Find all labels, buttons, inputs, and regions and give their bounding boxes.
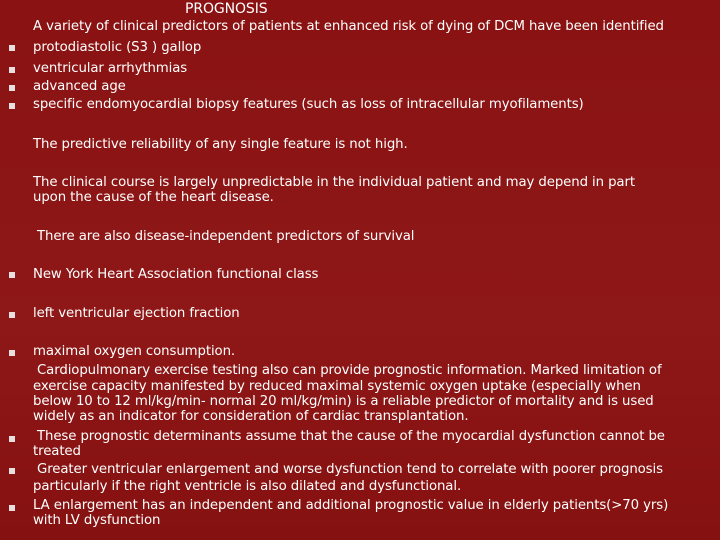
cpet-text-line: exercise capacity manifested by reduced maximal systemic oxygen uptake (especially when (33, 379, 641, 394)
bullet-icon (9, 85, 15, 91)
list-item-continuation: particularly if the right ventricle is also dilated and dysfunctional. (33, 479, 462, 494)
list-item-continuation: treated (33, 444, 81, 459)
independent-heading: There are also disease-independent predictors of survival (37, 229, 415, 244)
cpet-text-line: Cardiopulmonary exercise testing also can provide prognostic information. Marked limitation of (37, 363, 662, 378)
bullet-icon (9, 272, 15, 278)
bullet-icon (9, 67, 15, 73)
bullet-icon (9, 45, 15, 51)
list-item: advanced age (33, 79, 126, 94)
bullet-icon (9, 103, 15, 109)
cpet-text-line: below 10 to 12 ml/kg/min- normal 20 ml/kg/min) is a reliable predictor of mortality and is used (33, 394, 654, 409)
course-text-line: The clinical course is largely unpredictable in the individual patient and may depend in part (33, 175, 635, 190)
list-item: protodiastolic (S3 ) gallop (33, 40, 202, 55)
cpet-text-line: widely as an indicator for consideration of cardiac transplantation. (33, 409, 469, 424)
list-item: left ventricular ejection fraction (33, 306, 240, 321)
bullet-icon (9, 350, 15, 356)
list-item: These prognostic determinants assume that the cause of the myocardial dysfunction cannot be (37, 429, 665, 444)
list-item: ventricular arrhythmias (33, 61, 188, 76)
bullet-icon (9, 505, 15, 511)
list-item: specific endomyocardial biopsy features (such as loss of intracellular myofilaments) (33, 97, 584, 112)
page-title: PROGNOSIS (185, 1, 268, 17)
intro-text: A variety of clinical predictors of patients at enhanced risk of dying of DCM have been identified (33, 19, 664, 34)
list-item-continuation: with LV dysfunction (33, 513, 161, 528)
list-item: New York Heart Association functional class (33, 267, 319, 282)
list-item: Greater ventricular enlargement and worse dysfunction tend to correlate with poorer prognosis (37, 462, 663, 477)
course-text-line: upon the cause of the heart disease. (33, 190, 274, 205)
bullet-icon (9, 436, 15, 442)
reliability-text: The predictive reliability of any single feature is not high. (33, 137, 408, 152)
list-item: maximal oxygen consumption. (33, 344, 236, 359)
list-item: LA enlargement has an independent and additional prognostic value in elderly patients(>70 yrs) (33, 498, 669, 513)
bullet-icon (9, 468, 15, 474)
bullet-icon (9, 312, 15, 318)
